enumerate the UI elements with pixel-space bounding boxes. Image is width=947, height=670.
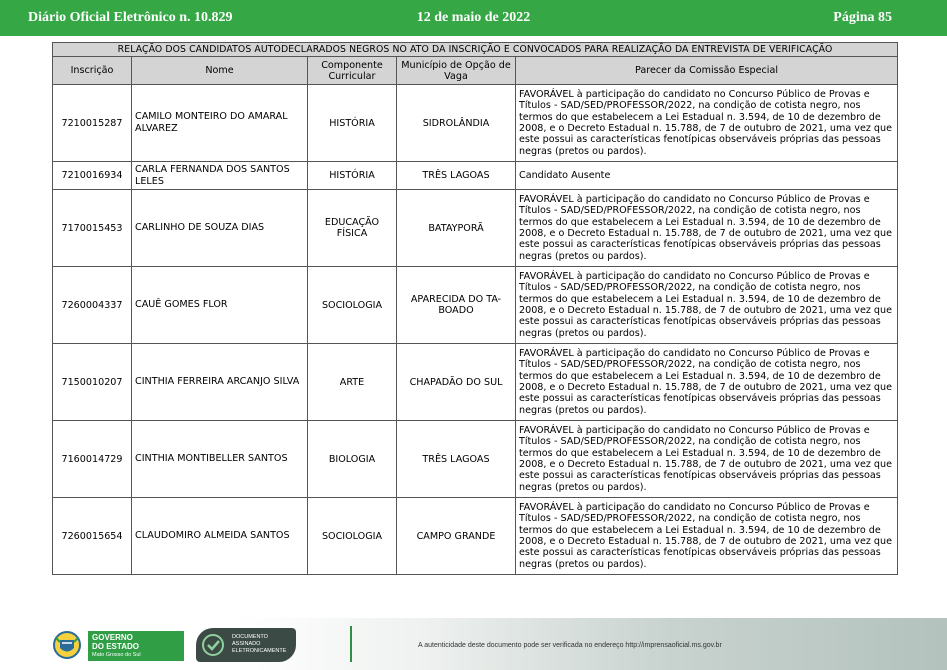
- table-row: [53, 267, 898, 344]
- cell-municipio: SIDROLÂNDIA: [397, 85, 516, 162]
- cell-inscricao: 7160014729: [53, 421, 132, 498]
- header-page-number: Página 85: [833, 10, 892, 25]
- cell-parecer: FAVORÁVEL à participação do candidato no Concurso Público de Provas e Títulos - SAD/SED/PROFESSOR/2022, na condição de cotista negro, nos termos do que estabelecem a Lei Estadual n. 3.594, de 10 de dezembro de 2008, e o Decreto Estadual n. 15.788, de 7 de outubro de 2021, uma vez que este possui as características fenotípicas observáveis próprias das pessoas negras (pretos ou pardos).: [516, 190, 898, 267]
- cell-componente: HISTÓRIA: [308, 162, 397, 190]
- table-row: [53, 85, 898, 162]
- cell-componente: SOCIOLOGIA: [308, 267, 397, 344]
- cell-componente: BIOLOGIA: [308, 421, 397, 498]
- cell-componente: HISTÓRIA: [308, 85, 397, 162]
- cell-inscricao: 7210016934: [53, 162, 132, 190]
- electronic-signature-badge: DOCUMENTO ASSINADO ELETRONICAMENTE: [196, 628, 296, 662]
- checkmark-seal-icon: [202, 634, 224, 656]
- authenticity-notice: A autenticidade deste documento pode ser verificada no endereço http://imprensaoficial.ms.gov.br: [418, 642, 722, 649]
- cell-parecer: FAVORÁVEL à participação do candidato no Concurso Público de Provas e Títulos - SAD/SED/PROFESSOR/2022, na condição de cotista negro, nos termos do que estabelecem a Lei Estadual n. 3.594, de 10 de dezembro de 2008, e o Decreto Estadual n. 15.788, de 7 de outubro de 2021, uma vez que este possui as características fenotípicas observáveis próprias das pessoas negras (pretos ou pardos).: [516, 421, 898, 498]
- cell-inscricao: 7210015287: [53, 85, 132, 162]
- cell-nome: CINTHIA FERREIRA ARCANJO SILVA: [132, 344, 308, 421]
- cell-inscricao: 7150010207: [53, 344, 132, 421]
- table-row: [53, 421, 898, 498]
- cell-inscricao: 7260015654: [53, 498, 132, 575]
- cell-parecer: FAVORÁVEL à participação do candidato no Concurso Público de Provas e Títulos - SAD/SED/PROFESSOR/2022, na condição de cotista negro, nos termos do que estabelecem a Lei Estadual n. 3.594, de 10 de dezembro de 2008, e o Decreto Estadual n. 15.788, de 7 de outubro de 2021, uma vez que este possui as características fenotípicas observáveis próprias das pessoas negras (pretos ou pardos).: [516, 85, 898, 162]
- cell-componente: EDUCAÇÃO FÍSICA: [308, 190, 397, 267]
- cell-municipio: TRÊS LAGOAS: [397, 421, 516, 498]
- government-label: GOVERNO DO ESTADO Mato Grosso do Sul: [88, 631, 184, 661]
- header-edition: Diário Oficial Eletrônico n. 10.829: [28, 10, 233, 25]
- cell-nome: CINTHIA MONTIBELLER SANTOS: [132, 421, 308, 498]
- col-inscricao-header: Inscrição: [53, 57, 132, 85]
- cell-municipio: BATAYPORÃ: [397, 190, 516, 267]
- cell-municipio: CHAPADÃO DO SUL: [397, 344, 516, 421]
- table-row: [53, 498, 898, 575]
- cell-componente: SOCIOLOGIA: [308, 498, 397, 575]
- cell-municipio: CAMPO GRANDE: [397, 498, 516, 575]
- cell-componente: ARTE: [308, 344, 397, 421]
- col-nome-header: Nome: [132, 57, 308, 85]
- col-municipio-header: Município de Opção de Vaga: [397, 57, 516, 85]
- cell-nome: CAMILO MONTEIRO DO AMARAL ALVAREZ: [132, 85, 308, 162]
- cell-parecer: FAVORÁVEL à participação do candidato no Concurso Público de Provas e Títulos - SAD/SED/PROFESSOR/2022, na condição de cotista negro, nos termos do que estabelecem a Lei Estadual n. 3.594, de 10 de dezembro de 2008, e o Decreto Estadual n. 15.788, de 7 de outubro de 2021, uma vez que este possui as características fenotípicas observáveis próprias das pessoas negras (pretos ou pardos).: [516, 344, 898, 421]
- footer-divider: [350, 626, 352, 662]
- cell-nome: CAUÊ GOMES FLOR: [132, 267, 308, 344]
- state-coat-of-arms-icon: [52, 630, 82, 660]
- cell-nome: CARLINHO DE SOUZA DIAS: [132, 190, 308, 267]
- cell-inscricao: 7260004337: [53, 267, 132, 344]
- table-header-row: [53, 57, 898, 85]
- cell-parecer: FAVORÁVEL à participação do candidato no Concurso Público de Provas e Títulos - SAD/SED/PROFESSOR/2022, na condição de cotista negro, nos termos do que estabelecem a Lei Estadual n. 3.594, de 10 de dezembro de 2008, e o Decreto Estadual n. 15.788, de 7 de outubro de 2021, uma vez que este possui as características fenotípicas observáveis próprias das pessoas negras (pretos ou pardos).: [516, 498, 898, 575]
- table-row: [53, 190, 898, 267]
- cell-nome: CLAUDOMIRO ALMEIDA SANTOS: [132, 498, 308, 575]
- page-header: [0, 0, 947, 36]
- cell-nome: CARLA FERNANDA DOS SANTOS LELES: [132, 162, 308, 190]
- cell-municipio: APARECIDA DO TA-BOADO: [397, 267, 516, 344]
- col-parecer-header: Parecer da Comissão Especial: [516, 57, 898, 85]
- table-row: [53, 344, 898, 421]
- cell-inscricao: 7170015453: [53, 190, 132, 267]
- candidates-table: [52, 42, 898, 575]
- cell-municipio: TRÊS LAGOAS: [397, 162, 516, 190]
- table-title: RELAÇÃO DOS CANDIDATOS AUTODECLARADOS NEGROS NO ATO DA INSCRIÇÃO E CONVOCADOS PARA REALIZAÇÃO DA ENTREVISTA DE VERIFICAÇÃO: [53, 43, 898, 57]
- cell-parecer: Candidato Ausente: [516, 162, 898, 190]
- cell-parecer: FAVORÁVEL à participação do candidato no Concurso Público de Provas e Títulos - SAD/SED/PROFESSOR/2022, na condição de cotista negro, nos termos do que estabelecem a Lei Estadual n. 3.594, de 10 de dezembro de 2008, e o Decreto Estadual n. 15.788, de 7 de outubro de 2021, uma vez que este possui as características fenotípicas observáveis próprias das pessoas negras (pretos ou pardos).: [516, 267, 898, 344]
- col-componente-header: Componente Curricular: [308, 57, 397, 85]
- header-date: 12 de maio de 2022: [416, 10, 531, 25]
- government-logo: [52, 630, 172, 662]
- table-row: [53, 162, 898, 190]
- page-footer: [0, 618, 947, 670]
